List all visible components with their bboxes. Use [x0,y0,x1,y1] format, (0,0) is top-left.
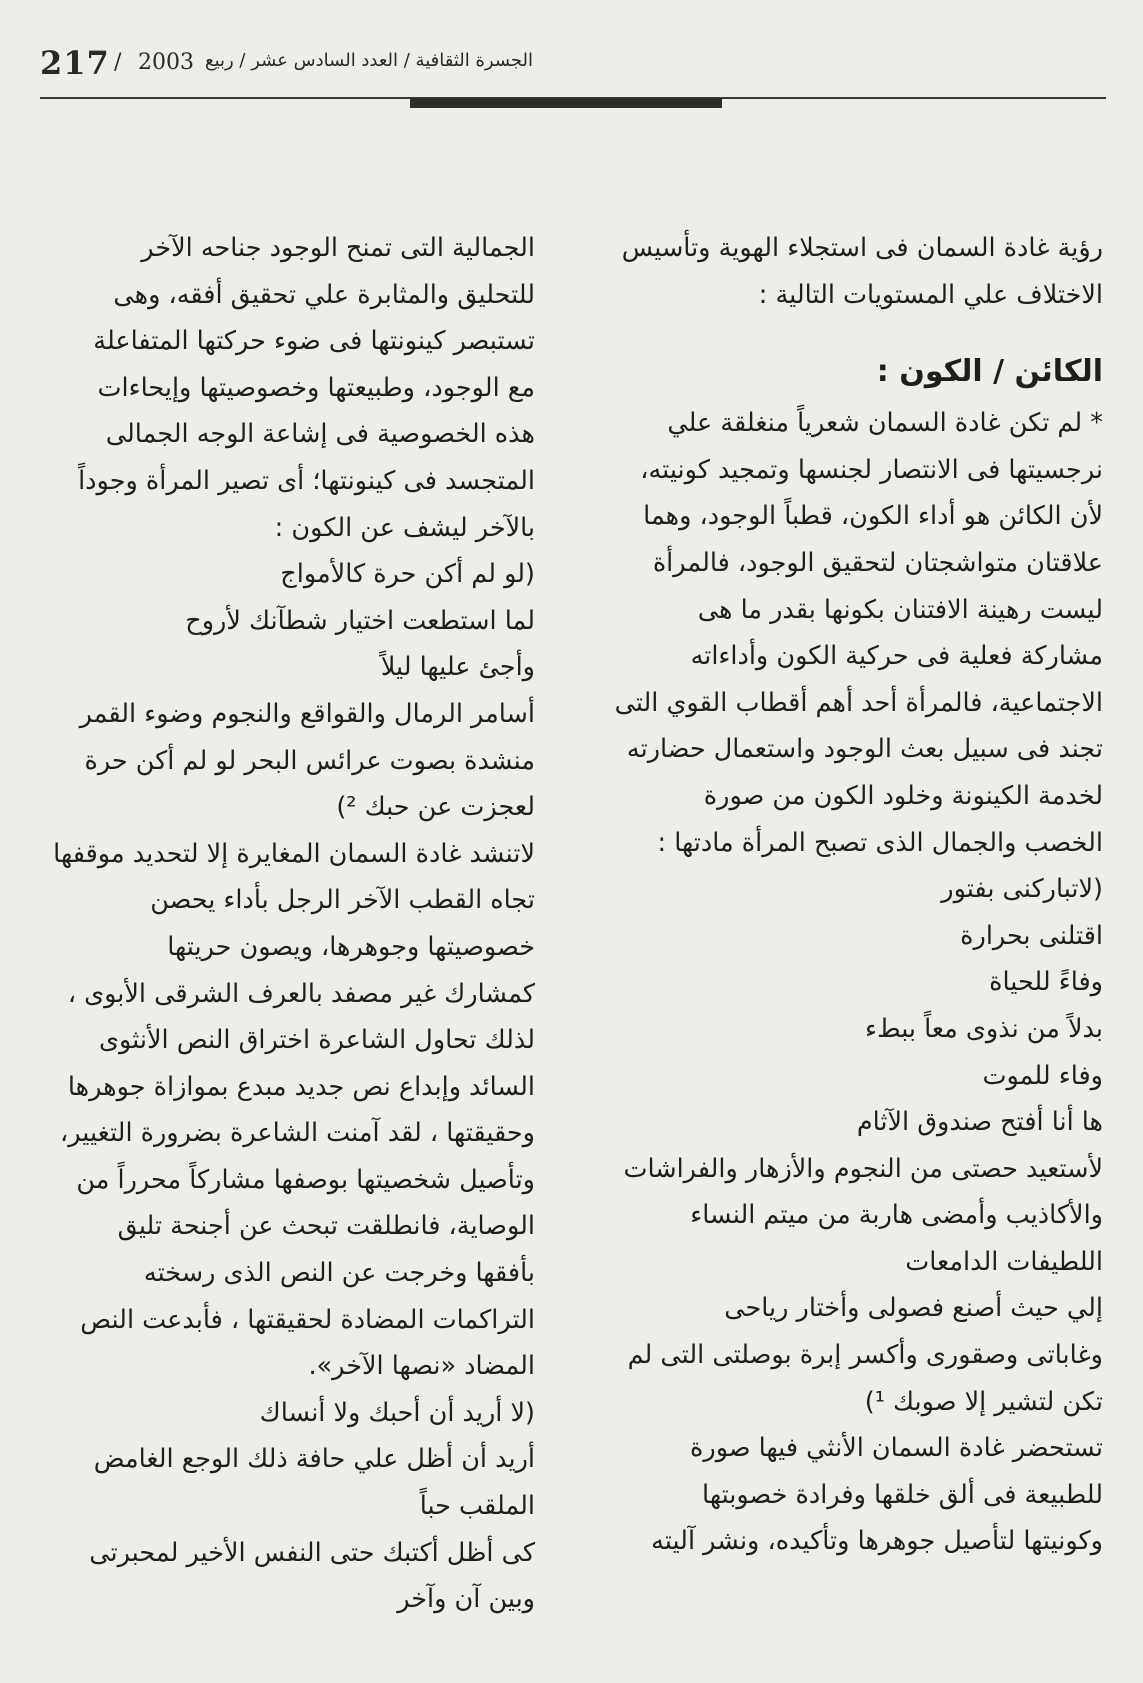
text-line: الوصاية، فانطلقت تبحث عن أجنحة تليق [117,1211,535,1242]
text-line: الملقب حباً [419,1491,535,1522]
text-line: ليست رهينة الافتنان بكونها بقدر ما هى [697,594,1103,625]
text-line: ها أنا أفتح صندوق الآثام [856,1107,1103,1138]
text-line: لأن الكائن هو أداء الكون، قطباً الوجود، وهما [643,501,1103,532]
text-line: وتأصيل شخصيتها بوصفها مشاركاً محرراً من [76,1164,535,1195]
section-heading: الكائن / الكون : [876,354,1103,390]
text-line: وغاباتى وصقورى وأكسر إبرة بوصلتى التى لم [627,1340,1103,1371]
text-line: الخصب والجمال الذى تصبح المرأة مادتها : [657,827,1103,858]
text-line: مع الوجود، وطبيعتها وخصوصيتها وإيحاءات [97,372,535,403]
running-header [40,40,1103,80]
text-line: للطبيعة فى ألق خلقها وفرادة خصوبتها [702,1479,1103,1510]
text-line: وكونيتها لتأصيل جوهرها وتأكيده، ونشر آليته [651,1526,1103,1557]
text-line: وفاءً للحياة [989,967,1103,998]
text-line: تجاه القطب الآخر الرجل بأداء يحصن [150,885,535,916]
text-line: وحقيقتها ، لقد آمنت الشاعرة بضرورة التغيير، [59,1118,535,1149]
left-column-body [35,225,535,1623]
text-line: المضاد «نصها الآخر». [308,1351,535,1382]
text-line: علاقتان متواشجتان لتحقيق الوجود، فالمرأة [652,547,1103,578]
text-line: منشدة بصوت عرائس البحر لو لم أكن حرة [84,745,535,776]
text-line: بالآخر ليشف عن الكون : [274,512,535,543]
text-line: الاجتماعية، فالمرأة أحد أهم أقطاب القوي التى [614,687,1103,718]
text-line: كى أظل أكتبك حتى النفس الأخير لمحبرتى [89,1537,535,1568]
text-line: اقتلنى بحرارة [960,920,1103,951]
text-line: لاتنشد غادة السمان المغايرة إلا لتحديد موقفها [53,838,535,869]
text-line: بدلاً من نذوى معاً ببطء [865,1013,1103,1044]
header-year: 2003 [138,50,194,75]
text-line: بأفقها وخرجت عن النص الذى رسخته [143,1258,535,1289]
text-line: التراكمات المضادة لحقيقتها ، فأبدعت النص [80,1304,535,1335]
text-line: تكن لتشير إلا صوبك ¹) [864,1386,1103,1417]
text-line: أريد أن أظل علي حافة ذلك الوجع الغامض [93,1444,535,1475]
text-line: لذلك تحاول الشاعرة اختراق النص الأنثوى [99,1025,535,1056]
text-line: والأكاذيب وأمضى هاربة من ميتم النساء [690,1200,1103,1231]
text-line: وأجئ عليها ليلاً [380,652,535,683]
text-line: وفاء للموت [982,1060,1103,1091]
text-line: (لاتباركنى بفتور [941,874,1103,905]
text-line: المتجسد فى كينونتها؛ أى تصير المرأة وجوداً [78,465,535,496]
text-line: لخدمة الكينونة وخلود الكون من صورة [703,780,1103,811]
text-line: كمشارك غير مصفد بالعرف الشرقى الأبوى ، [67,978,535,1009]
header-separator: / [114,50,122,75]
text-line: (لو لم أكن حرة كالأمواج [280,559,535,590]
text-line: تجند فى سبيل بعث الوجود واستعمال حضارته [626,734,1103,765]
text-line: الجمالية التى تمنح الوجود جناحه الآخر [141,233,535,263]
page-number: 217 [40,44,110,82]
text-line: لأستعيد حصتى من النجوم والأزهار والفراشات [623,1153,1103,1184]
text-line: الاختلاف علي المستويات التالية : [758,279,1103,310]
text-line: السائد وإبداع نص جديد مبدع بموازاة جوهرها [67,1071,535,1102]
text-line: أسامر الرمال والقواقع والنجوم وضوء القمر [79,698,535,729]
right-column-body [603,400,1103,1565]
text-line: خصوصيتها وجوهرها، ويصون حريتها [167,931,535,962]
header-rule-accent [410,98,722,108]
text-line: وبين آن وآخر [397,1584,535,1615]
intro-paragraph [603,225,1103,318]
left-column [35,225,535,1623]
text-line: مشاركة فعلية فى حركية الكون وأداءاته [690,641,1103,672]
text-line: * لم تكن غادة السمان شعرياً منغلقة علي [667,408,1103,439]
text-line: إلي حيث أصنع فصولى وأختار رياحى [724,1293,1103,1324]
text-line: (لا أريد أن أحبك ولا أنساك [259,1397,535,1428]
right-column [603,225,1103,1565]
text-line: تستحضر غادة السمان الأنثي فيها صورة [690,1433,1103,1464]
text-line: اللطيفات الدامعات [905,1246,1103,1277]
text-line: تستبصر كينونتها فى ضوء حركتها المتفاعلة [93,326,535,357]
text-line: نرجسيتها فى الانتصار لجنسها وتمجيد كونيته، [640,454,1103,485]
journal-issue-text: الجسرة الثقافية / العدد السادس عشر / ربيع [205,50,533,71]
text-line: هذه الخصوصية فى إشاعة الوجه الجمالى [105,419,535,450]
text-line: رؤية غادة السمان فى استجلاء الهوية وتأسيس [621,233,1103,263]
text-line: لعجزت عن حبك ²) [336,792,535,823]
text-line: لما استطعت اختيار شطآنك لأروح [185,605,535,636]
text-line: للتحليق والمثابرة علي تحقيق أفقه، وهى [113,279,535,310]
